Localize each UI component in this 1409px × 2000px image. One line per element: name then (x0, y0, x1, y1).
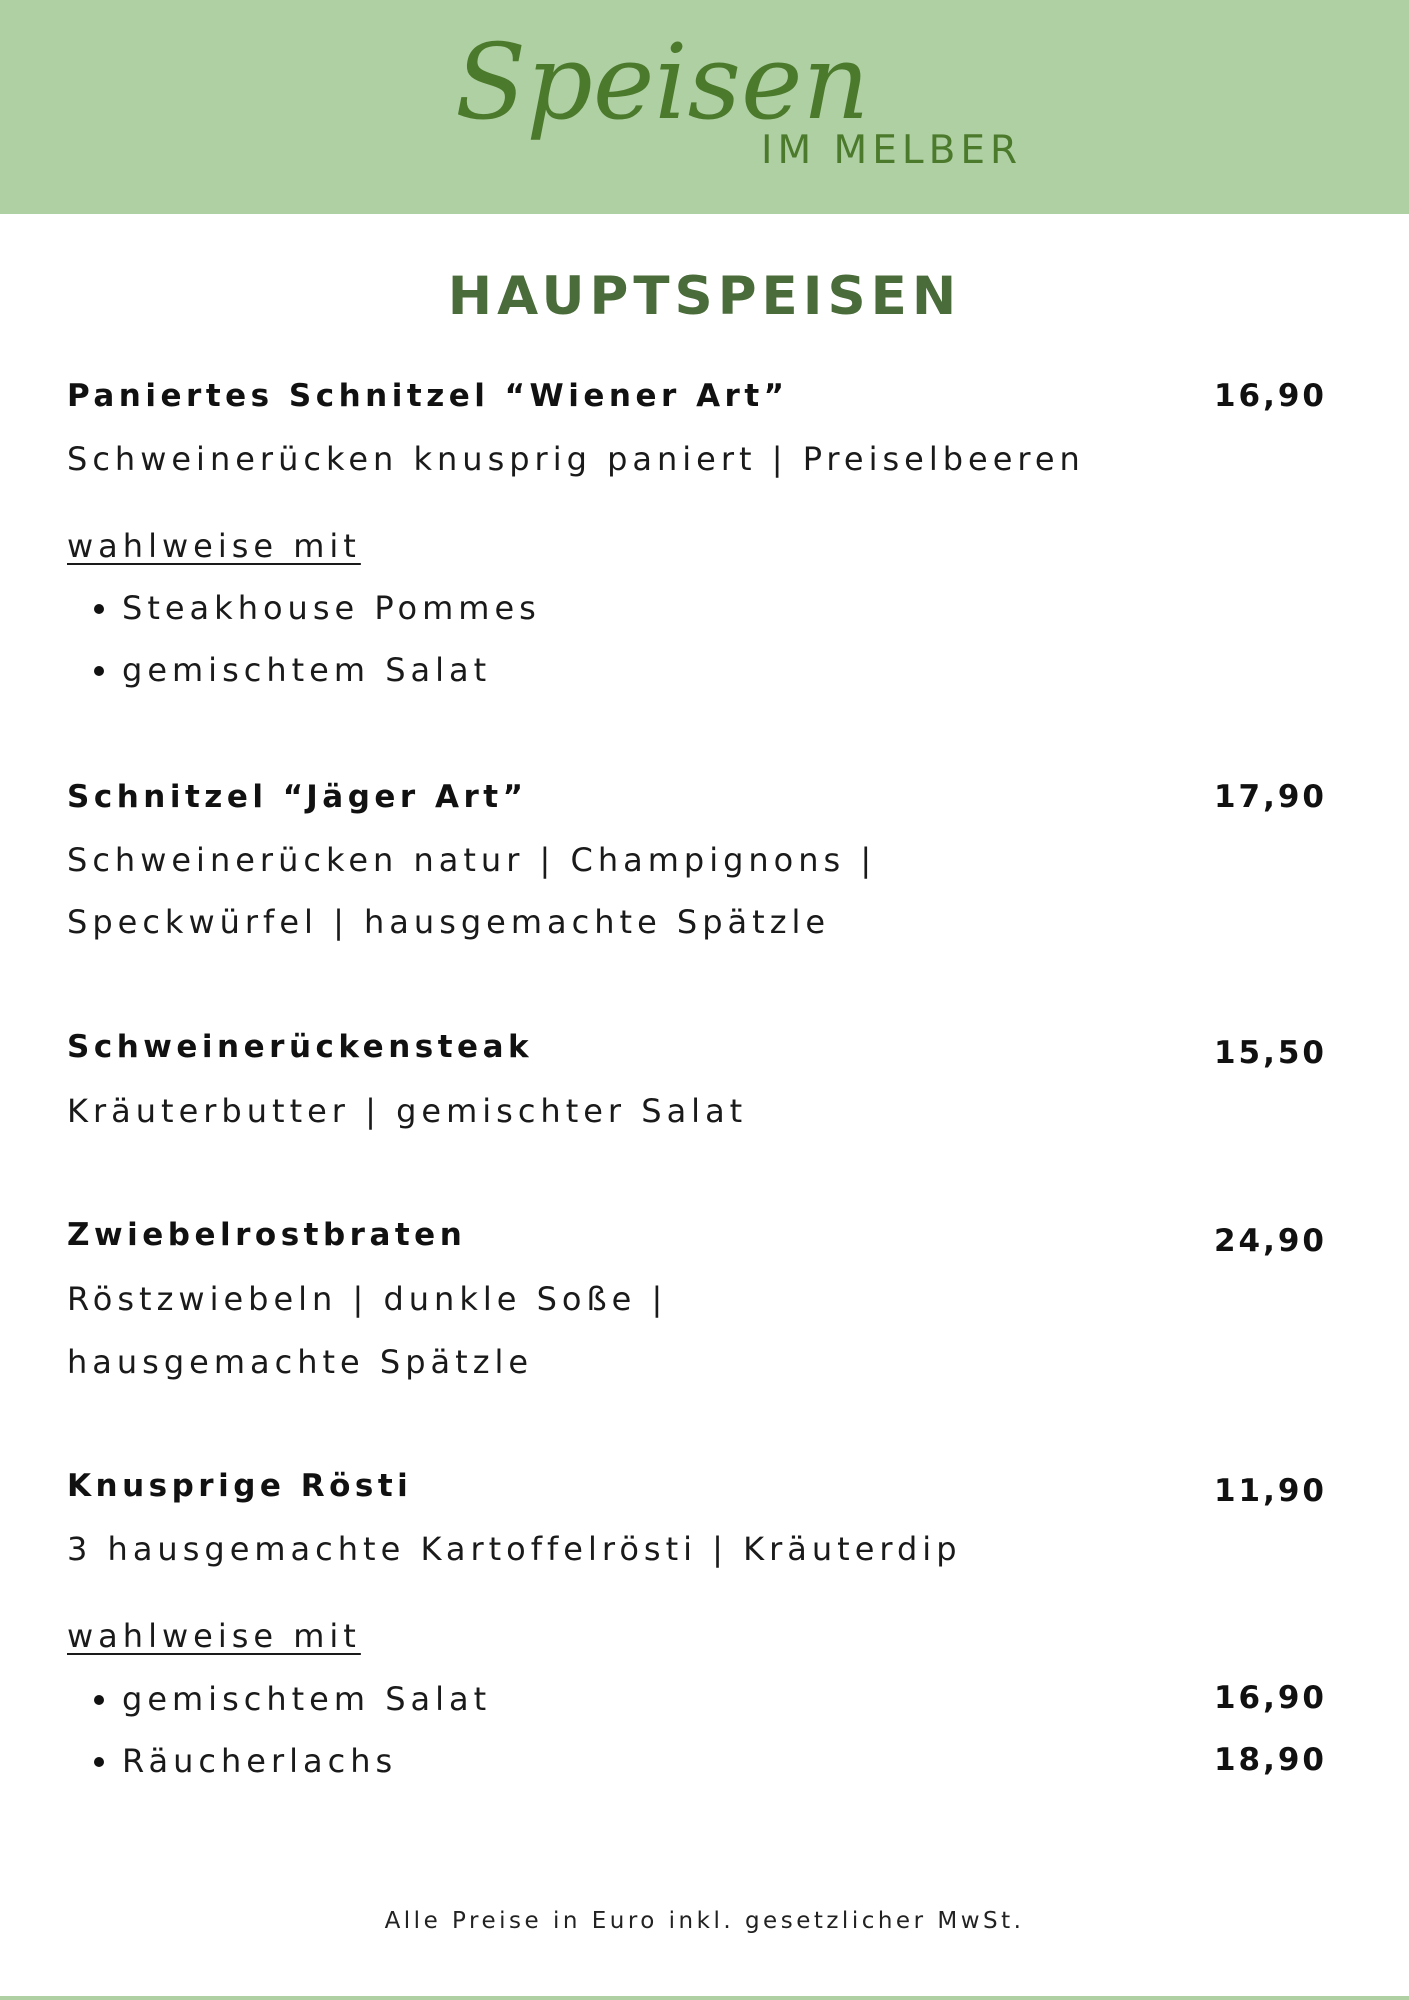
menu-item-description: Schweinerücken knusprig paniert | Preiselbeeren (67, 440, 1085, 478)
bullet-icon (94, 1695, 104, 1705)
section-title: HAUPTSPEISEN (447, 266, 962, 327)
menu-item-price: 11,90 (1213, 1473, 1327, 1509)
menu-item-name: Zwiebelrostbraten (67, 1217, 467, 1253)
menu-item-price: 24,90 (1213, 1223, 1327, 1259)
menu-item-price: 16,90 (1213, 378, 1327, 414)
bullet-icon (94, 666, 104, 676)
menu-item-description: 3 hausgemachte Kartoffelrösti | Kräuterdip (67, 1530, 962, 1568)
options-label: wahlweise mit (67, 1617, 361, 1655)
bullet-icon (94, 1757, 104, 1767)
menu-item-description: Röstzwiebeln | dunkle Soße | (67, 1280, 668, 1318)
option-item: gemischtem Salat (122, 651, 492, 689)
bullet-icon (94, 604, 104, 614)
menu-item-description: Kräuterbutter | gemischter Salat (67, 1092, 748, 1130)
footer-note: Alle Preise in Euro inkl. gesetzlicher MwSt. (384, 1908, 1025, 1934)
subtitle: IM MELBER (761, 128, 1023, 173)
options-label: wahlweise mit (67, 527, 361, 565)
menu-item-name: Knusprige Rösti (67, 1468, 413, 1504)
option-item: gemischtem Salat (122, 1680, 492, 1718)
menu-item-name: Schweinerückensteak (67, 1029, 534, 1065)
option-price: 18,90 (1213, 1742, 1327, 1778)
option-item: Räucherlachs (122, 1742, 398, 1780)
option-price: 16,90 (1213, 1680, 1327, 1716)
option-item: Steakhouse Pommes (122, 589, 541, 627)
menu-item-name: Paniertes Schnitzel “Wiener Art” (67, 378, 789, 414)
script-title: Speisen (455, 21, 870, 143)
menu-item-description: hausgemachte Spätzle (67, 1343, 534, 1381)
menu-item-price: 15,50 (1213, 1035, 1327, 1071)
menu-item-price: 17,90 (1213, 779, 1327, 815)
menu-item-description: Schweinerücken natur | Champignons | (67, 841, 877, 879)
menu-item-description: Speckwürfel | hausgemachte Spätzle (67, 903, 831, 941)
menu-item-name: Schnitzel “Jäger Art” (67, 779, 528, 815)
bottom-divider (0, 1996, 1409, 2000)
